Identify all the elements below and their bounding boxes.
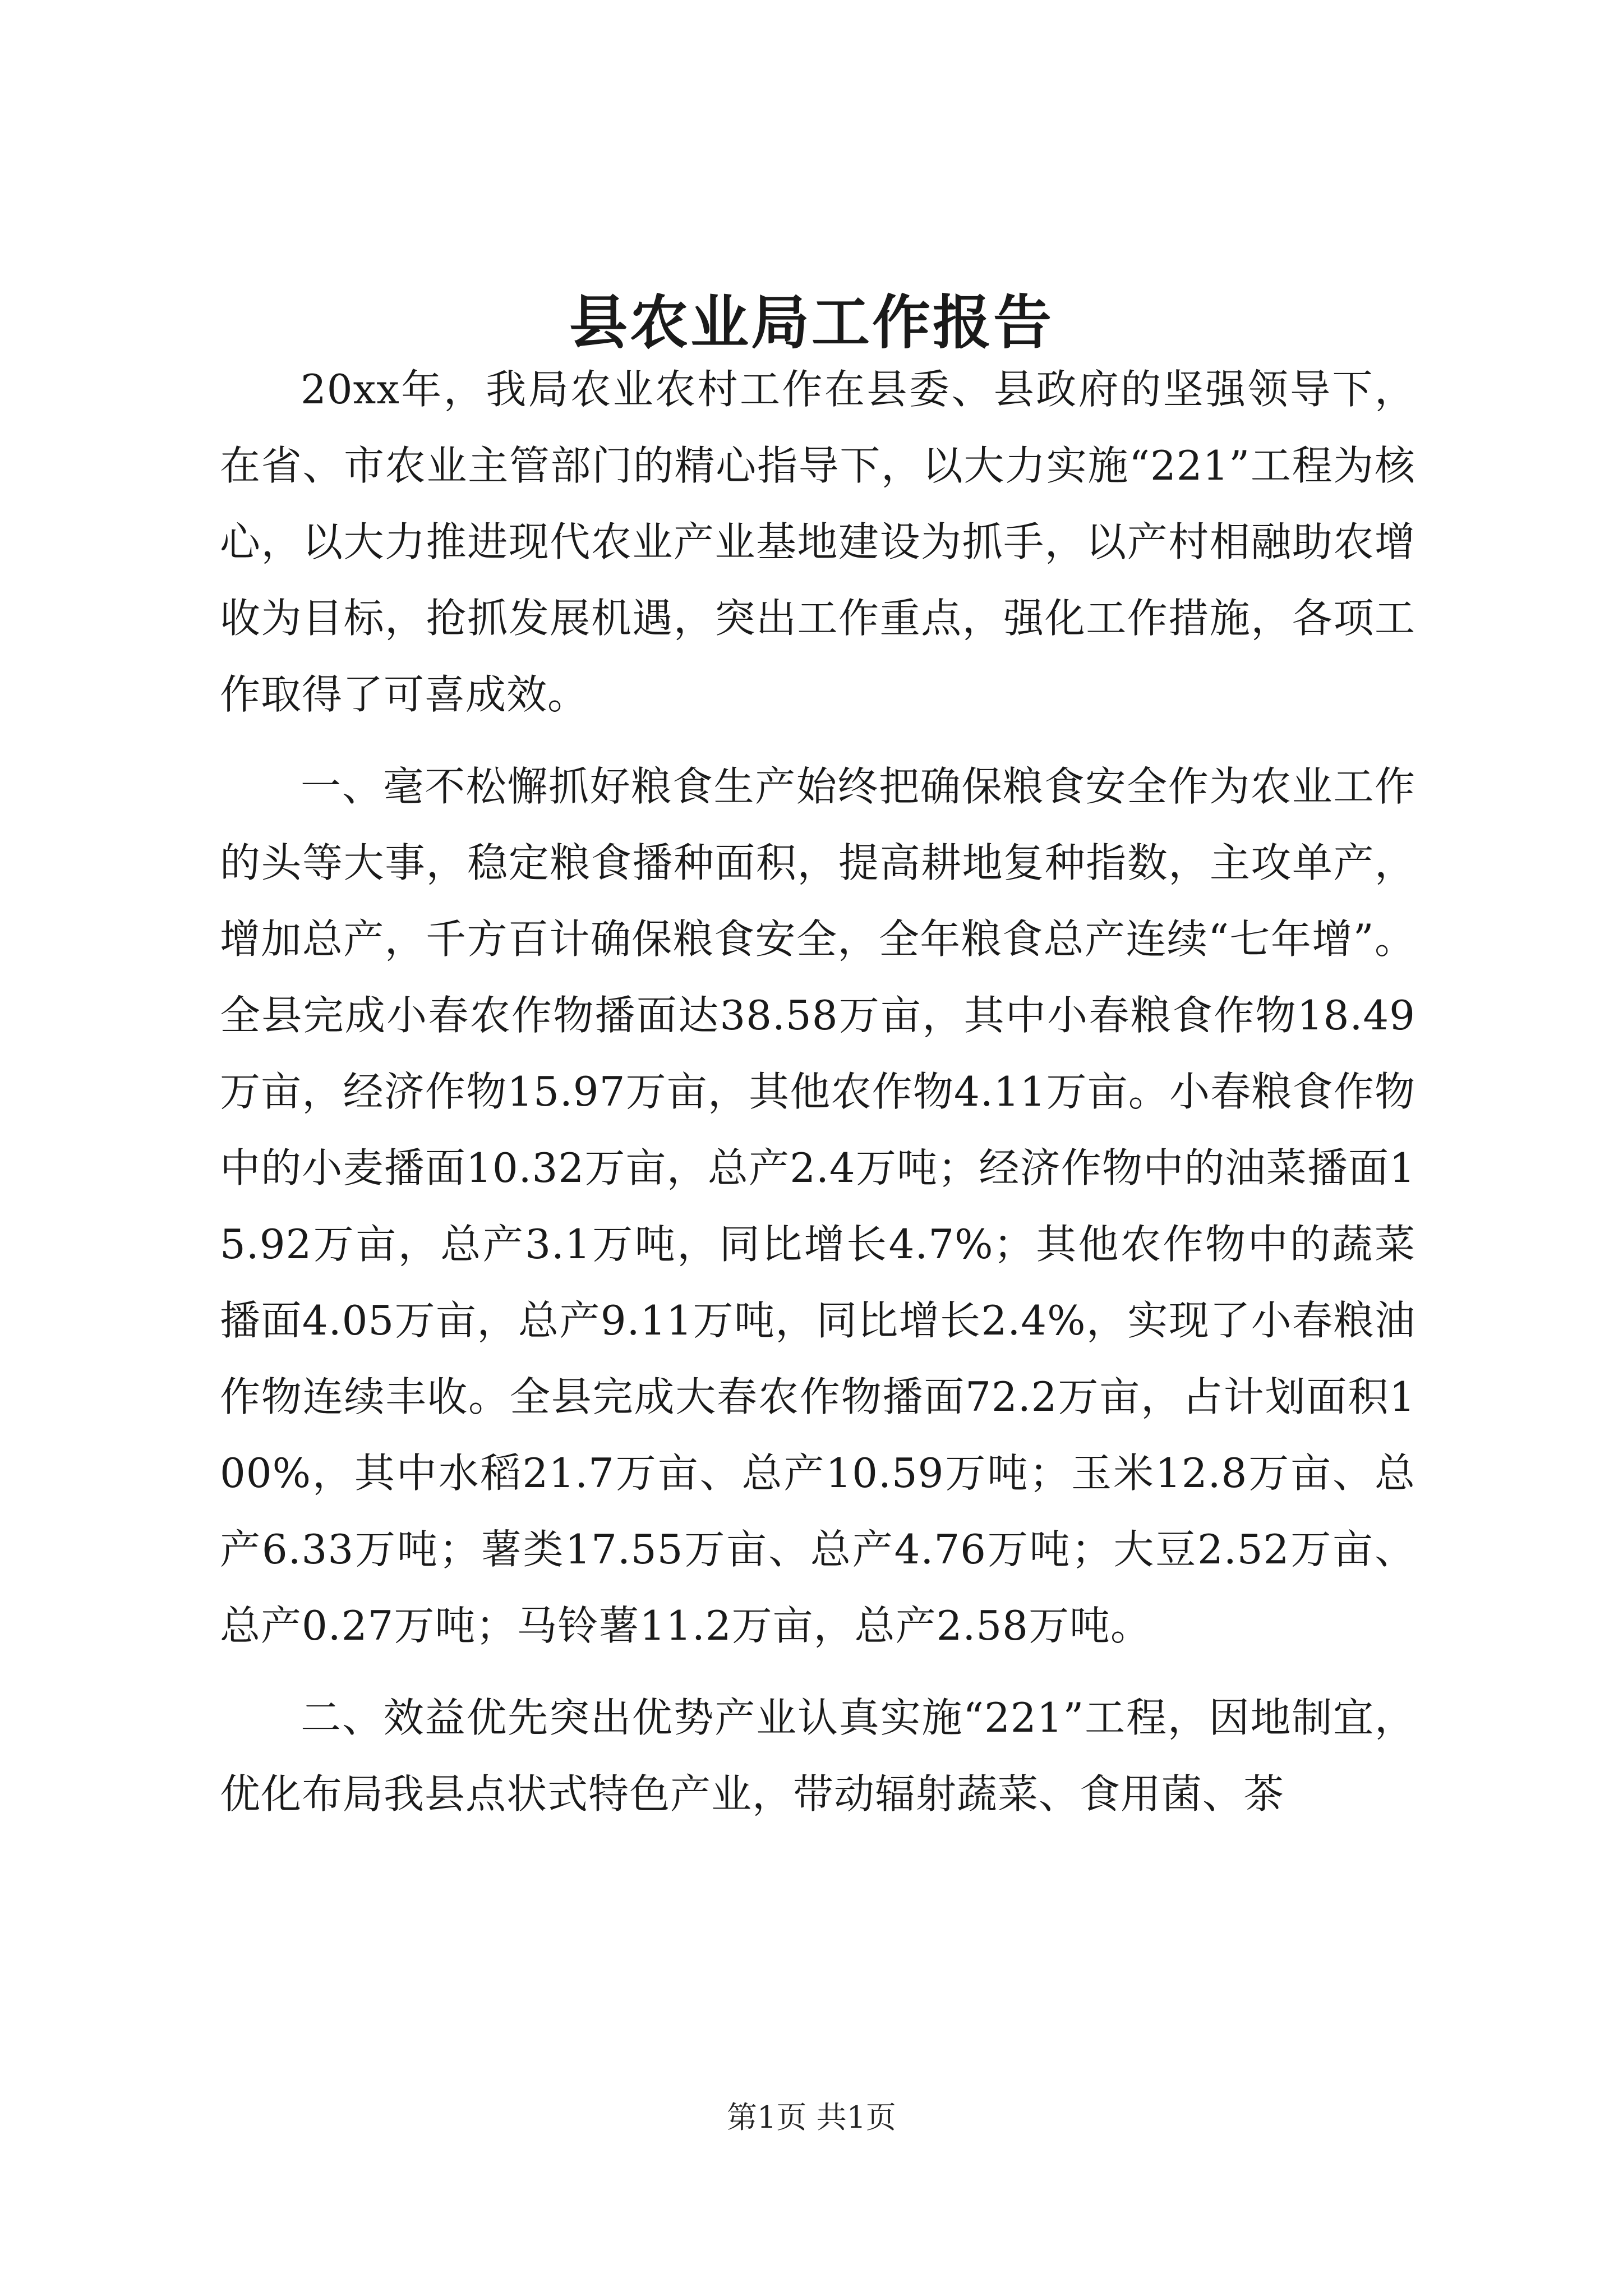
page-footer: 第1页 共1页 bbox=[727, 2100, 896, 2135]
document-body bbox=[220, 351, 1415, 1832]
document-title: 县农业局工作报告 bbox=[569, 288, 1054, 357]
paragraph-grain-production: 一、毫不松懈抓好粮食生产始终把确保粮食安全作为农业工作的头等大事，稳定粮食播种面积，提高耕地复种指数，主攻单产，增加总产，千方百计确保粮食安全，全年粮食总产连续“七年增”。全县完成小春农作物播面达38.58万亩，其中小春粮食作物18.49万亩，经济作物15.97万亩，其他农作物4.11万亩。小春粮食作物中的小麦播面10.32万亩，总产2.4万吨；经济作物中的油菜播面15.92万亩，总产3.1万吨，同比增长4.7%；其他农作物中的蔬菜播面4.05万亩，总产9.11万吨，同比增长2.4%，实现了小春粮油作物连续丰收。全县完成大春农作物播面72.2万亩，占计划面积100%，其中水稻21.7万亩、总产10.59万吨；玉米12.8万亩、总产6.33万吨；薯类17.55万亩、总产4.76万吨；大豆2.52万亩、总产0.27万吨；马铃薯11.2万亩，总产2.58万吨。 bbox=[220, 763, 1415, 1649]
paragraph-advantage-industries: 二、效益优先突出优势产业认真实施“221”工程，因地制宜，优化布局我县点状式特色产业，带动辐射蔬菜、食用菌、茶 bbox=[220, 1694, 1415, 1818]
paragraph-intro: 20xx年，我局农业农村工作在县委、县政府的坚强领导下，在省、市农业主管部门的精心指导下，以大力实施“221”工程为核心，以大力推进现代农业产业基地建设为抓手，以产村相融助农增收为目标，抢抓发展机遇，突出工作重点，强化工作措施，各项工作取得了可喜成效。 bbox=[220, 366, 1415, 718]
